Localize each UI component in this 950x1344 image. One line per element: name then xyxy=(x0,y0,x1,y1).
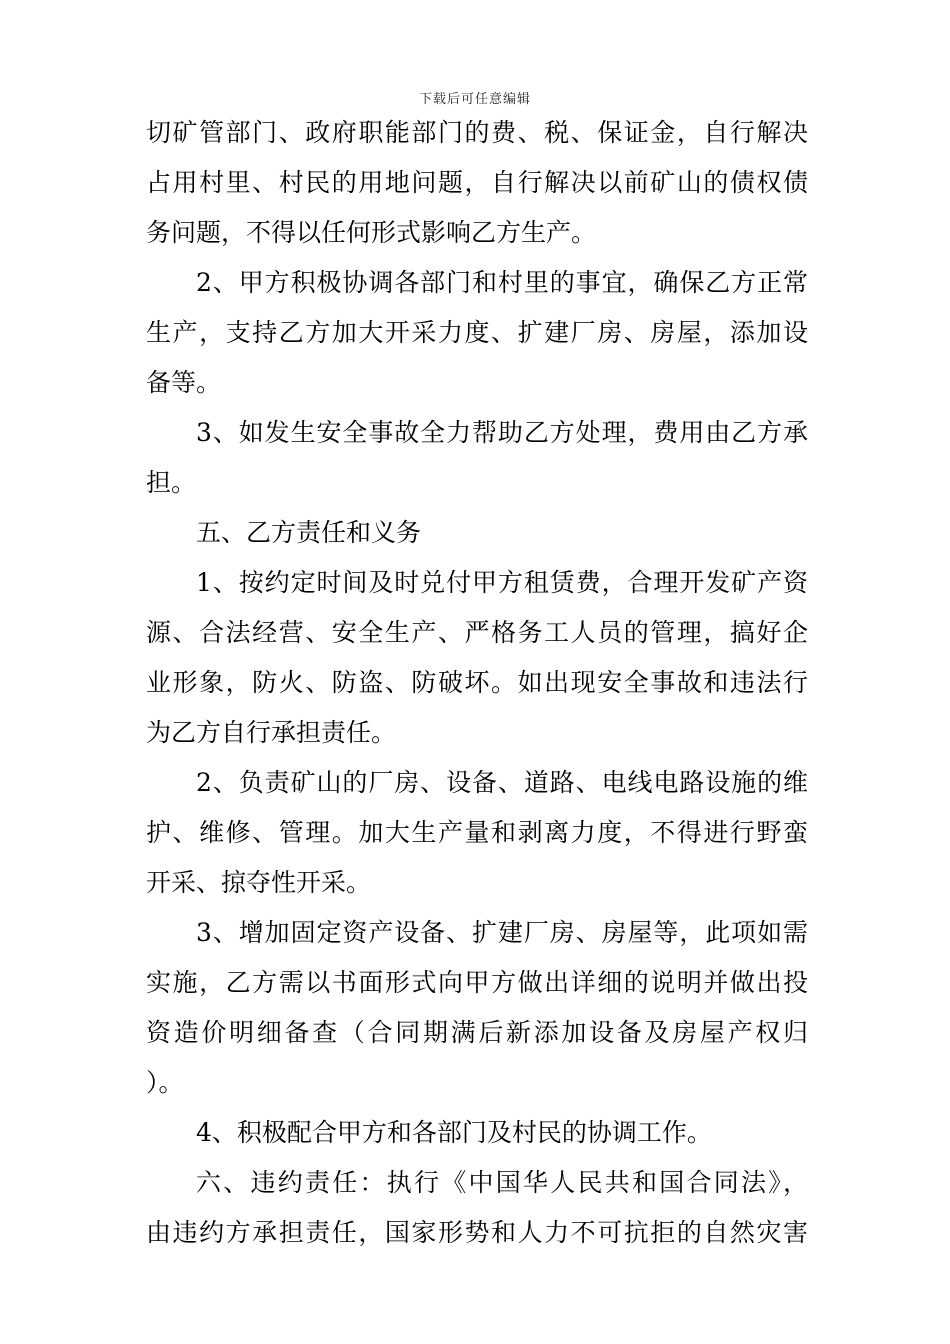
document-body xyxy=(146,108,808,1258)
text-line: 生产，支持乙方加大开采力度、扩建厂房、房屋，添加设 xyxy=(146,318,808,347)
section-heading: 六、违约责任：执行《中国华人民共和国合同法》， xyxy=(196,1168,808,1197)
text-line: 占用村里、村民的用地问题，自行解决以前矿山的债权债 xyxy=(146,168,808,197)
text-line: 2、负责矿山的厂房、设备、道路、电线电路设施的维 xyxy=(196,768,808,797)
text-line: 切矿管部门、政府职能部门的费、税、保证金，自行解决 xyxy=(146,118,808,147)
text-line: 担。 xyxy=(146,468,197,497)
text-line: 由违约方承担责任，国家形势和人力不可抗拒的自然灾害 xyxy=(146,1218,808,1247)
text-line: 备等。 xyxy=(146,368,222,397)
text-line: 3、增加固定资产设备、扩建厂房、房屋等，此项如需 xyxy=(196,918,808,947)
text-line: 实施，乙方需以书面形式向甲方做出详细的说明并做出投 xyxy=(146,968,808,997)
text-line: 为乙方自行承担责任。 xyxy=(146,718,397,747)
text-line: 源、合法经营、安全生产、严格务工人员的管理，搞好企 xyxy=(146,618,808,647)
text-line: ）。 xyxy=(146,1068,184,1097)
text-line: 2、甲方积极协调各部门和村里的事宜，确保乙方正常 xyxy=(196,268,808,297)
section-heading: 五、乙方责任和义务 xyxy=(196,518,422,547)
text-line: 开采、掠夺性开采。 xyxy=(146,868,372,897)
text-line: 业形象，防火、防盗、防破坏。如出现安全事故和违法行 xyxy=(146,668,808,697)
text-line: 1、按约定时间及时兑付甲方租赁费，合理开发矿产资 xyxy=(196,568,808,597)
page-header: 下载后可任意编辑 xyxy=(418,92,531,107)
text-line: 4、积极配合甲方和各部门及村民的协调工作。 xyxy=(196,1118,712,1147)
text-line: 护、维修、管理。加大生产量和剥离力度，不得进行野蛮 xyxy=(146,818,808,847)
text-line: 3、如发生安全事故全力帮助乙方处理，费用由乙方承 xyxy=(196,418,808,447)
text-line: 资造价明细备查（合同期满后新添加设备及房屋产权归 xyxy=(146,1018,808,1047)
text-line: 务问题，不得以任何形式影响乙方生产。 xyxy=(146,218,597,247)
